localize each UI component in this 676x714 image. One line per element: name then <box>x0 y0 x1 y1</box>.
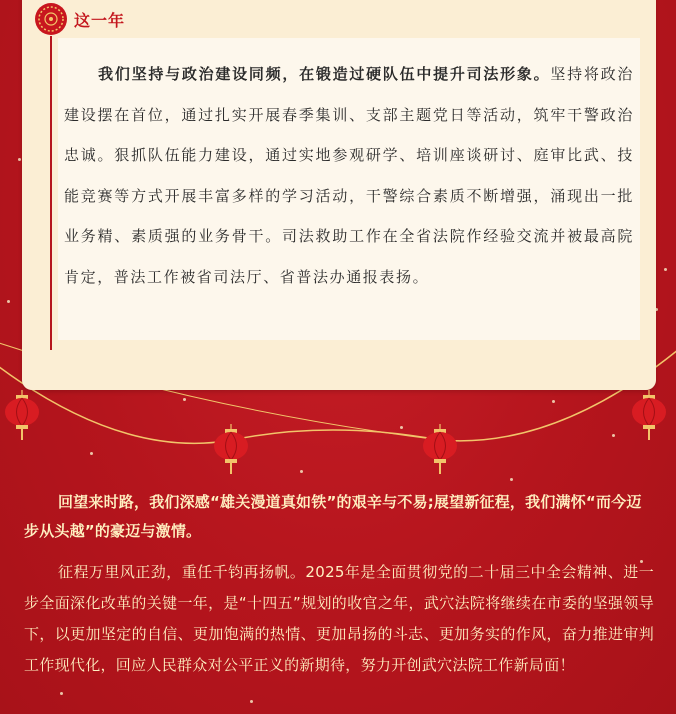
section-header <box>34 2 125 36</box>
closing-paragraph-2: 征程万里风正劲，重任千钧再扬帆。2025年是全面贯彻党的二十届三中全会精神、进一步全面深化改革的关键一年，是“十四五”规划的收官之年，武穴法院将继续在市委的坚强领导下，以更加坚定的自信、更加饱满的热情、更加昂扬的斗志、更加务实的作风，奋力推进审判工作现代化，回应人民群众对公平正义的新期待，努力开创武穴法院工作新局面！ <box>24 563 654 674</box>
section-title: 这一年 <box>74 10 126 30</box>
section-body <box>64 54 634 297</box>
closing-paragraph-1: 回望来时路，我们深感“雄关漫道真如铁”的艰辛与不易;展望新征程，我们满怀“而今迈步从头越”的豪迈与激情。 <box>24 493 642 540</box>
divider-line <box>50 36 52 350</box>
sparkle <box>664 268 667 271</box>
section-body-text: 坚持将政治建设摆在首位，通过扎实开展春季集训、支部主题党日等活动，筑牢干警政治忠诚。狠抓队伍能力建设，通过实地参观研学、培训座谈研讨、庭审比武、技能竞赛等方式开展丰富多样的学习活动，干警综合素质不断增强，涌现出一批业务精、素质强的业务骨干。司法救助工作在全省法院作经验交流并被最高院肯定，普法工作被省司法厅、省普法办通报表扬。 <box>64 65 634 286</box>
lantern-icon <box>421 424 459 476</box>
fan-icon <box>34 2 68 36</box>
sparkle <box>18 158 21 161</box>
lantern-icon <box>630 390 668 442</box>
section-lead: 我们坚持与政治建设同频，在锻造过硬队伍中提升司法形象。 <box>98 65 551 83</box>
sparkle <box>250 700 253 703</box>
lantern-icon <box>212 424 250 476</box>
sparkle <box>60 692 63 695</box>
lantern-icon <box>3 390 41 442</box>
